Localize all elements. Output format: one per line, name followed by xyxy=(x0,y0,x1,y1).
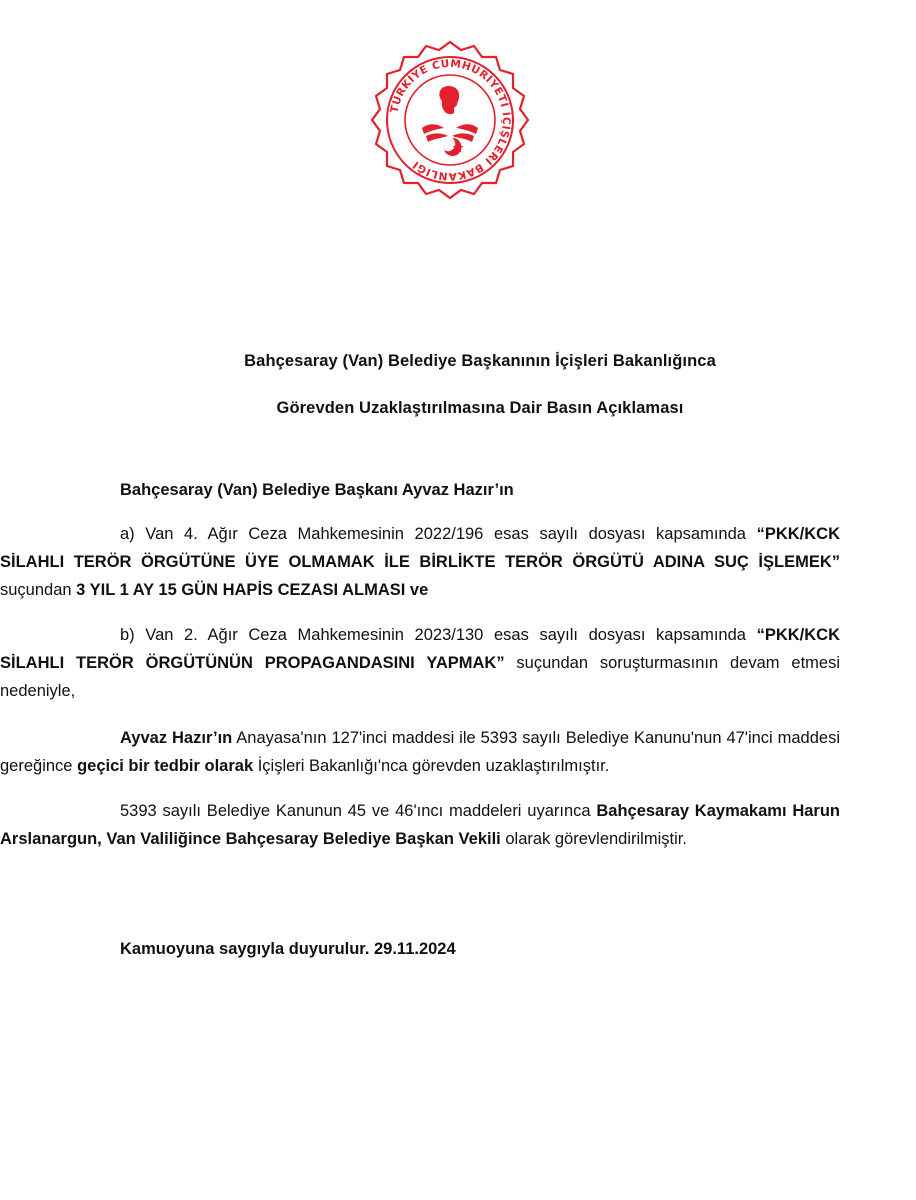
seal-emblem-icon xyxy=(362,32,538,208)
lead-line: Bahçesaray (Van) Belediye Başkanı Ayvaz Hazır’ın xyxy=(120,481,514,499)
para-a-prefix: a) Van 4. Ağır Ceza Mahkemesinin 2022/196 esas sayılı dosyası kapsamında xyxy=(120,525,757,543)
para-c-text1: Anayasa'nın 127'inci maddesi ile 5393 sayılı Belediye Kanunu'nun 47'inci maddesi gereğince xyxy=(0,729,841,775)
paragraph-d xyxy=(0,797,840,853)
closing-line: Kamuoyuna saygıyla duyurulur. 29.11.2024 xyxy=(120,940,456,958)
ministry-seal xyxy=(362,32,538,208)
paragraph-a xyxy=(0,520,840,604)
paragraph-c xyxy=(0,724,840,780)
para-a-middle: suçundan xyxy=(0,581,77,599)
para-c-name: Ayvaz Hazır’ın xyxy=(120,729,233,747)
seal-ring-text: TÜRKİYE CUMHURİYETİ İÇİŞLERİ BAKANLIĞI xyxy=(388,57,513,183)
para-c-text2: İçişleri Bakanlığı'nca görevden uzaklaştırılmıştır. xyxy=(253,757,610,775)
page-title-line1: Bahçesaray (Van) Belediye Başkanının İçişleri Bakanlığınca xyxy=(244,352,716,370)
para-d-text2: olarak görevlendirilmiştir. xyxy=(500,830,687,848)
para-b-suffix: suçundan soruşturmasının devam etmesi nedeniyle, xyxy=(0,654,840,700)
para-c-measure: geçici bir tedbir olarak xyxy=(77,757,254,775)
para-b-crime: “PKK/KCK SİLAHLI TERÖR ÖRGÜTÜNÜN PROPAGANDASINI YAPMAK” xyxy=(0,626,840,672)
para-a-crime: “PKK/KCK SİLAHLI TERÖR ÖRGÜTÜNE ÜYE OLMAMAK İLE BİRLİKTE TERÖR ÖRGÜTÜ ADINA SUÇ İŞLEMEK” xyxy=(0,525,840,571)
page-title-line2: Görevden Uzaklaştırılmasına Dair Basın Açıklaması xyxy=(276,399,684,417)
para-d-text1: 5393 sayılı Belediye Kanunun 45 ve 46'ıncı maddeleri uyarınca xyxy=(120,802,597,820)
paragraph-b xyxy=(0,621,840,705)
para-a-sentence: 3 YIL 1 AY 15 GÜN HAPİS CEZASI ALMASI ve xyxy=(76,581,429,599)
para-b-prefix: b) Van 2. Ağır Ceza Mahkemesinin 2023/130 esas sayılı dosyası kapsamında xyxy=(120,626,757,644)
para-d-appointee: Bahçesaray Kaymakamı Harun Arslanargun, Van Valiliğince Bahçesaray Belediye Başkan Vekili xyxy=(0,802,840,848)
